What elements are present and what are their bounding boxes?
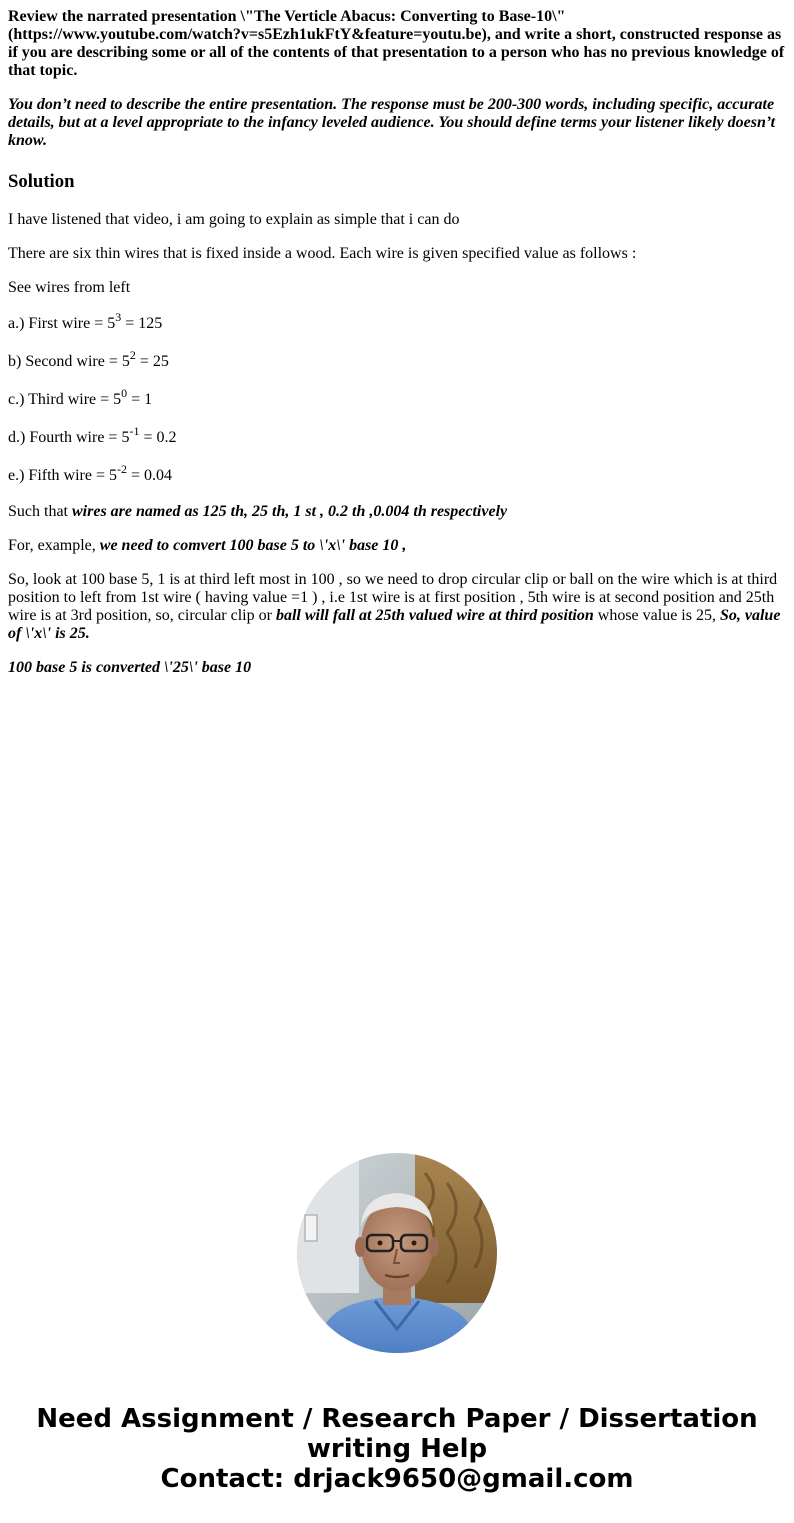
explanation-text (8, 571, 786, 643)
wire-label: e.) Fifth wire = 5 (8, 467, 117, 484)
wire-item (8, 385, 786, 411)
wires-named-text (8, 503, 786, 521)
solution-intro: I have listened that video, i am going to explain as simple that i can do (8, 211, 460, 228)
author-portrait-illustration (297, 1153, 497, 1353)
wire-label: a.) First wire = 5 (8, 315, 116, 332)
wire-exponent: 0 (121, 385, 128, 400)
wire-exponent: -1 (129, 423, 140, 438)
explanation-mid: whose value is 25, (593, 607, 720, 624)
conclusion-text: 100 base 5 is converted \'25\' base 10 (8, 659, 252, 676)
promo-contact: Contact: drjack9650@gmail.com (160, 1464, 634, 1494)
wire-value: = 0.04 (127, 467, 173, 484)
author-avatar (297, 1153, 497, 1353)
named-emphasis: wires are named as 125 th, 25 th, 1 st , 0.2 th ,0.004 th respectively (72, 503, 508, 520)
wire-item (8, 309, 786, 335)
explanation-emphasis-value: So, value of \'x\' is 25. (8, 607, 781, 642)
see-wires-text: See wires from left (8, 279, 131, 296)
wire-value: = 0.2 (139, 429, 177, 446)
promo-line-1: Need Assignment / Research Paper / Dissertation (36, 1404, 758, 1434)
solution-heading: Solution (8, 171, 75, 192)
explanation-emphasis-ball: ball will fall at 25th valued wire at third position (275, 607, 594, 624)
document-content (8, 8, 786, 693)
question-note: You don’t need to describe the entire presentation. The response must be 200-300 words, including specific, accurate details, but at a level appropriate to the infancy leveled audience. You should define terms your listener likely doesn’t know. (8, 96, 776, 149)
wire-value: = 25 (135, 353, 169, 370)
example-text (8, 537, 786, 555)
wire-exponent: 2 (129, 347, 136, 362)
promo-line-2: writing Help (306, 1434, 488, 1464)
wire-value: = 1 (127, 391, 153, 408)
wire-item (8, 423, 786, 449)
wire-label: d.) Fourth wire = 5 (8, 429, 130, 446)
wire-value: = 125 (121, 315, 163, 332)
example-prefix: For, example, (8, 537, 100, 554)
wire-exponent: -2 (117, 461, 127, 476)
wire-exponent: 3 (115, 309, 122, 324)
question-prompt: Review the narrated presentation \"The Verticle Abacus: Converting to Base-10\" (https://www.youtube.com/watch?v=s5Ezh1ukFtY&feature=youtu.be), and write a short, constructed response as if you are describing some or all of the contents of that presentation to a person who has no previous knowledge of that topic. (8, 8, 785, 79)
wire-item (8, 347, 786, 373)
named-prefix: Such that (8, 503, 72, 520)
example-emphasis: we need to comvert 100 base 5 to \'x\' base 10 , (99, 537, 407, 554)
wire-item (8, 461, 786, 487)
wire-label: b) Second wire = 5 (8, 353, 130, 370)
wire-label: c.) Third wire = 5 (8, 391, 122, 408)
promo-banner (0, 1404, 794, 1494)
wires-intro: There are six thin wires that is fixed inside a wood. Each wire is given specified value as follows : (8, 245, 637, 262)
explanation-body: So, look at 100 base 5, 1 is at third left most in 100 , so we need to drop circular clip or ball on the wire which is at third position to left from 1st wire ( having value =1 ) , i.e 1st wire is at first position , 5th wire is at second position and 25th wire is at 3rd position, so, circular clip or (8, 571, 778, 624)
